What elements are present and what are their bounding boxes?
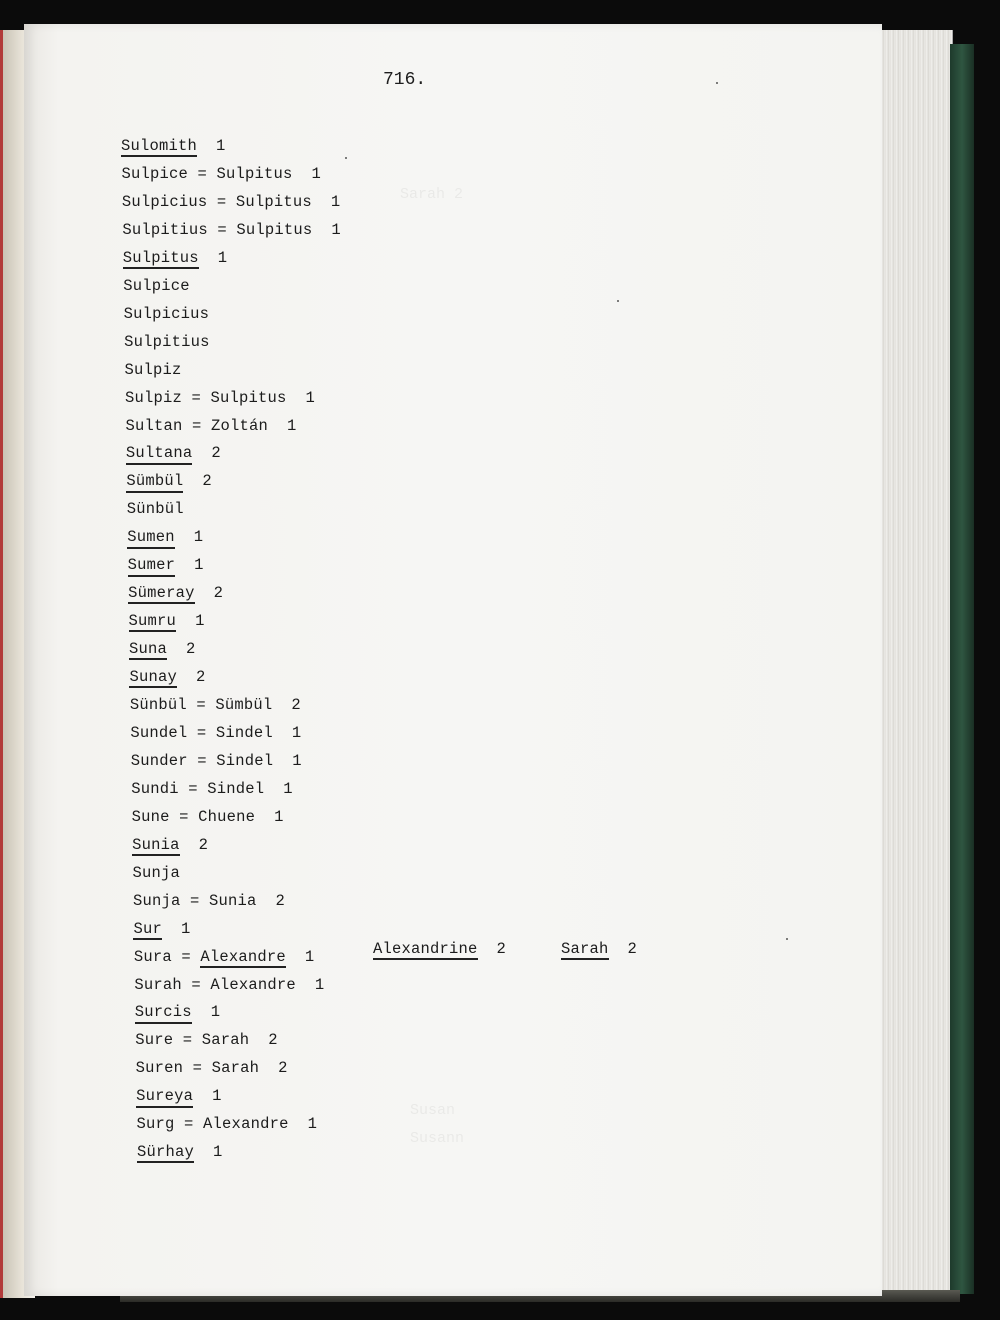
entry-text: Sulpicius = Sulpitus 1 bbox=[121, 192, 341, 211]
page-number: 716. bbox=[383, 70, 427, 90]
index-entry bbox=[130, 724, 301, 742]
index-entry bbox=[125, 417, 296, 435]
entry-text: 1 bbox=[161, 919, 191, 938]
entry-text: Surah = Alexandre 1 bbox=[134, 975, 325, 994]
entry-text: 1 bbox=[194, 1143, 223, 1162]
index-entry bbox=[123, 277, 190, 295]
index-entry bbox=[123, 249, 228, 269]
paper-speck bbox=[345, 157, 347, 159]
index-entry bbox=[137, 1143, 223, 1163]
paper-speck bbox=[716, 82, 718, 84]
index-entry bbox=[125, 389, 315, 407]
entry-text: 2 bbox=[608, 940, 638, 958]
index-entry bbox=[134, 948, 315, 968]
entry-text: Sure = Sarah 2 bbox=[135, 1031, 278, 1050]
index-entry bbox=[125, 361, 182, 379]
index-entry bbox=[133, 892, 285, 910]
index-entry bbox=[133, 920, 190, 940]
underlined-name: Sümbül bbox=[126, 473, 183, 492]
index-entry bbox=[124, 305, 210, 323]
underlined-name: Sultana bbox=[126, 445, 193, 464]
index-entry bbox=[129, 612, 205, 632]
underlined-name: Sumru bbox=[129, 613, 177, 632]
index-entry bbox=[131, 780, 293, 798]
index-entry bbox=[131, 752, 302, 770]
index-entry bbox=[122, 221, 341, 239]
underlined-name: Sulomith bbox=[121, 138, 197, 157]
underlined-name: Sümeray bbox=[128, 585, 195, 604]
underlined-name: Sur bbox=[133, 921, 162, 940]
index-entry bbox=[136, 1087, 222, 1107]
entry-text: Sunder = Sindel 1 bbox=[130, 751, 302, 770]
underlined-name: Sunay bbox=[129, 669, 177, 688]
index-entry bbox=[126, 472, 212, 492]
index-entry bbox=[128, 556, 204, 576]
index-entry bbox=[128, 584, 223, 604]
index-entry bbox=[122, 193, 341, 211]
entry-text: Surg = Alexandre 1 bbox=[136, 1115, 318, 1134]
entry-text: Sulpice bbox=[123, 276, 190, 295]
underlined-name: Alexandrine bbox=[373, 941, 478, 960]
book-cover-edge bbox=[950, 44, 974, 1294]
page-stack-edge bbox=[870, 30, 953, 1292]
index-entry bbox=[121, 137, 226, 157]
entry-text: 1 bbox=[191, 1003, 221, 1022]
entry-text: Sulpice = Sulpitus 1 bbox=[121, 164, 321, 183]
entry-text: Sura = bbox=[133, 947, 201, 966]
index-entry bbox=[136, 1059, 288, 1077]
entry-text: Sultan = Zoltán 1 bbox=[125, 416, 297, 435]
index-entry-side bbox=[373, 940, 506, 960]
entry-text: 1 bbox=[197, 137, 226, 155]
index-entry bbox=[133, 864, 181, 882]
entry-text: Sundi = Sindel 1 bbox=[131, 779, 293, 798]
paper-speck bbox=[617, 300, 619, 302]
index-entry bbox=[135, 1003, 221, 1023]
index-entry bbox=[132, 836, 208, 856]
index-entry bbox=[135, 1031, 278, 1049]
underlined-name: Sürhay bbox=[137, 1144, 194, 1163]
entry-text: 2 bbox=[194, 584, 224, 603]
entry-text: Sulpiz bbox=[124, 360, 182, 379]
entry-text: Sünbül = Sümbül 2 bbox=[129, 696, 301, 714]
index-entry bbox=[130, 696, 301, 714]
entry-text: 1 bbox=[176, 612, 205, 631]
entry-text: Sunja bbox=[132, 863, 181, 882]
entry-text: 1 bbox=[198, 248, 228, 267]
entry-text: 1 bbox=[174, 528, 204, 547]
underlined-name: Alexandre bbox=[200, 949, 286, 968]
entry-text: 2 bbox=[192, 444, 221, 463]
underlined-name: Sumer bbox=[128, 557, 176, 576]
entry-text: Sulpitius = Sulpitus 1 bbox=[122, 220, 341, 239]
entry-text: 1 bbox=[285, 947, 315, 966]
entry-text: 2 bbox=[477, 940, 507, 958]
index-entry bbox=[132, 808, 284, 826]
underlined-name: Sarah bbox=[561, 941, 609, 960]
index-entry bbox=[126, 444, 221, 464]
entry-text: Sundel = Sindel 1 bbox=[130, 723, 302, 742]
entry-text: Sünbül bbox=[126, 500, 184, 519]
entry-text: 1 bbox=[175, 556, 204, 575]
index-entry-side bbox=[561, 940, 637, 960]
bleed-through: Sarah 2 bbox=[400, 186, 464, 203]
entry-text: 2 bbox=[167, 640, 196, 659]
index-entry bbox=[127, 500, 184, 518]
entry-text: Sulpitius bbox=[124, 332, 210, 351]
entry-text: 2 bbox=[179, 835, 209, 854]
index-entry bbox=[129, 668, 205, 688]
index-entry bbox=[127, 528, 203, 548]
index-entry bbox=[129, 640, 196, 660]
entry-text: 2 bbox=[183, 472, 212, 491]
underlined-name: Sumen bbox=[127, 529, 175, 548]
entry-text: Sunja = Sunia 2 bbox=[133, 891, 286, 910]
index-entry bbox=[121, 165, 321, 183]
entry-text: Sune = Chuene 1 bbox=[131, 807, 284, 826]
underlined-name: Sureya bbox=[136, 1088, 193, 1107]
entry-text: 2 bbox=[176, 668, 206, 687]
index-entry bbox=[134, 976, 324, 994]
entry-text: 1 bbox=[193, 1087, 222, 1106]
underlined-name: Surcis bbox=[135, 1004, 192, 1023]
entry-text: Suren = Sarah 2 bbox=[135, 1059, 288, 1078]
index-entry bbox=[124, 333, 210, 351]
index-entry bbox=[137, 1115, 318, 1133]
entry-text: Sulpiz = Sulpitus 1 bbox=[125, 388, 316, 407]
underlined-name: Sulpitus bbox=[123, 250, 199, 269]
entry-text: Sulpicius bbox=[123, 304, 210, 323]
underlined-name: Suna bbox=[129, 641, 167, 660]
bleed-through: Susann bbox=[410, 1130, 465, 1147]
underlined-name: Sunia bbox=[132, 837, 180, 856]
paper-speck bbox=[786, 938, 788, 940]
bleed-through: Susan bbox=[410, 1102, 456, 1119]
